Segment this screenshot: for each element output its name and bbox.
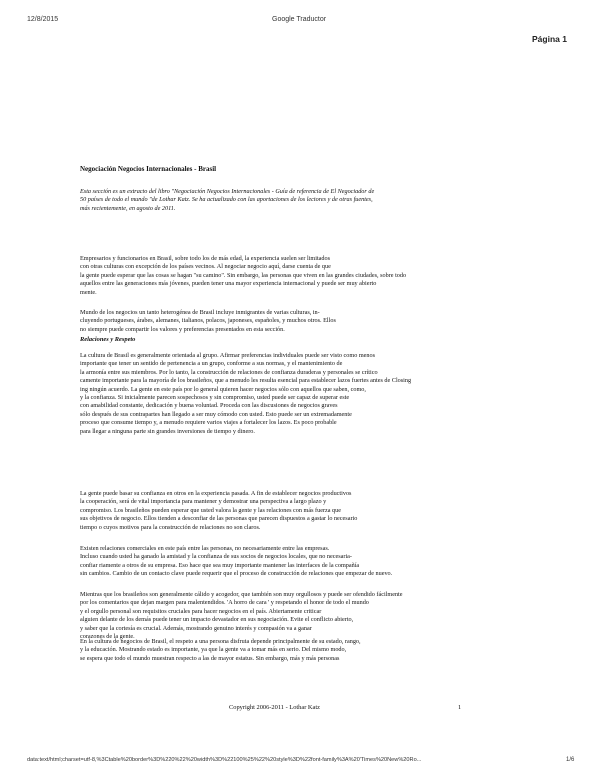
copyright-footer: Copyright 2006-2011 - Lothar Katz	[229, 704, 320, 711]
text-line: alguien delante de los demás puede tener un impacto devastador en sus negociación. Evite el conflicto abierto,	[80, 616, 354, 624]
text-line: y el orgullo personal son requisitos cruciales para hacer negocios en el país. Abiertamente criticar	[80, 607, 322, 615]
text-line: y la educación. Mostrando estado es importante, ya que la gente va a tomar más en serio. Del mismo modo,	[80, 646, 347, 654]
text-line: proceso que consume tiempo y, a menudo requiere varios viajes a fortalecer los lazos. Es poco probable	[80, 419, 337, 427]
print-date: 12/8/2015	[27, 16, 59, 23]
text-line: Empresarios y funcionarios en Brasil, sobre todo los de más edad, la experiencia suelen ser limitados	[80, 255, 331, 262]
text-line: aquellos entre las generaciones más jóvenes, pueden tener una mayor experiencia internacional y puede ser muy abierto	[80, 280, 377, 288]
text-line: la armonía entre sus miembros. Por lo tanto, la construcción de relaciones de confianza duraderas y personales se crítico	[80, 368, 378, 376]
text-line: más recientemente, en agosto de 2011.	[80, 204, 176, 212]
text-line: tiempo o cuyos motivos para la construcción de relaciones no son claros.	[80, 523, 261, 531]
text-line: por los comentarios que dejan margen para malentendidos. 'A horro de cara ' y respetando el honor de todo el mundo	[80, 599, 369, 607]
intro-paragraph	[80, 188, 510, 213]
section-heading: Relaciones y Respeto	[80, 336, 136, 343]
text-line: La cultura de Brasil es generalmente orientada al grupo. Afirmar preferencias individuales puede ser visto como menos	[80, 352, 376, 359]
document-page-number: 1	[458, 704, 462, 711]
text-line: camente importante para la mayoría de los brasileños, que a menudo les resulta esencial para establecer lazos fuertes antes de Closing	[80, 377, 412, 385]
paragraph-7	[80, 638, 520, 663]
text-line: sin cambios. Cambio de un contacto clave puede requerir que el proceso de construcción de relaciones que empezar de nuevo.	[80, 570, 393, 578]
text-line: sus objetivos de negocio. Ellos tienden a desconfiar de las personas que parecen dispuestos a gastar lo necesario	[80, 515, 358, 523]
text-line: la cooperación, será de vital importancia para mantener y demostrar una perspectiva a largo plazo y	[80, 498, 327, 506]
paragraph-2	[80, 309, 520, 334]
paragraph-6	[80, 591, 520, 641]
text-line: corazones de la gente.	[80, 633, 135, 641]
text-line: Existen relaciones comerciales en este país entre las personas, no necesariamente entre las empresas.	[80, 545, 330, 552]
text-line: confiar riamente a otros de su empresa. Eso hace que sea muy importante mantener las interfaces de la compañía	[80, 561, 360, 569]
text-line: con otras culturas con excepción de los países vecinos. Al negociar negocio aquí, darse cuenta de que	[80, 263, 331, 271]
text-line: ing ningún acuerdo. La gente en este país por lo general quieren hacer negocios sólo con aquellos que saben, como,	[80, 385, 366, 393]
page-label: Página 1	[532, 34, 567, 44]
text-line: y la confianza. Si inicialmente parecen sospechosos y sin compromiso, usted puede ser capaz de superar este	[80, 394, 350, 402]
text-line: Esta sección es un extracto del libro "Negociación Negocios Internacionales - Guía de referencia de El Negociador de	[80, 188, 375, 195]
paragraph-4	[80, 490, 520, 532]
text-line: la gente puede esperar que las cosas se hagan "su camino". Sin embargo, las personas que viven en las grandes ciudades, sobre todo	[80, 271, 407, 279]
paragraph-5	[80, 545, 520, 579]
text-line: La gente puede basar su confianza en otros en la experiencia pasada. A fin de establecer negocios productivos	[80, 490, 352, 497]
print-url: data:text/html;charset=utf-8,%3Ctable%20border%3D%220%22%20width%3D%22100%25%22%20style%3D%22font-family%3A%20'Times%20New%20Ro...	[27, 757, 422, 763]
text-line: y saber que la cortesía es crucial. Además, mostrando genuino interés y compasión va a ganar	[80, 624, 312, 632]
text-line: sólo después de sus contrapartes han llegado a ser muy cómodo con usted. Esto puede ser un extremadamente	[80, 410, 352, 418]
text-line: con amabilidad constante, dedicación y buena voluntad. Proceda con las discusiones de negocios graves	[80, 402, 338, 410]
print-title: Google Traductor	[272, 16, 327, 23]
document-title: Negociación Negocios Internacionales - Brasil	[80, 165, 217, 173]
text-line: para llegar a ninguna parte sin grandes inversiones de tiempo y dinero.	[80, 427, 255, 435]
print-page-count: 1/6	[566, 757, 575, 763]
text-line: Mundo de los negocios un tanto heterogénea de Brasil incluye inmigrantes de varias culturas, in-	[80, 309, 320, 316]
paragraph-1	[80, 255, 520, 297]
text-line: importante que tener un sentido de pertenencia a un grupo, conforme a sus normas, y el mantenimiento de	[80, 360, 343, 368]
text-line: compromiso. Los brasileños pueden esperar que usted valora la gente y las relaciones con más fuerza que	[80, 506, 341, 514]
text-line: En la cultura de negocios de Brasil, el respeto a una persona disfruta depende principalmente de su estado, rango,	[80, 638, 361, 645]
text-line: cluyendo portugueses, árabes, alemanes, italianos, polacos, japoneses, españoles, y muchos otros. Ellos	[80, 317, 336, 325]
text-line: Mientras que los brasileños son generalmente cálido y acogedor, que también son muy orgullosos y puede ser ofendido fácilmente	[80, 591, 403, 598]
paragraph-3	[80, 352, 520, 436]
text-line: se espera que todo el mundo muestran respecto a las de mayor estatus. Sin embargo, más y más personas	[80, 654, 340, 662]
text-line: no siempre puede compartir los valores y preferencias presentados en esta sección.	[80, 325, 285, 333]
text-line: mente.	[80, 288, 97, 296]
text-line: 50 países de todo el mundo "de Lothar Katz. Se ha actualizado con las aportaciones de los lectores y de otras fuentes,	[80, 196, 373, 204]
text-line: Incluso cuando usted ha ganado la amistad y la confianza de sus socios de negocios locales, que no necesaria-	[80, 553, 352, 561]
